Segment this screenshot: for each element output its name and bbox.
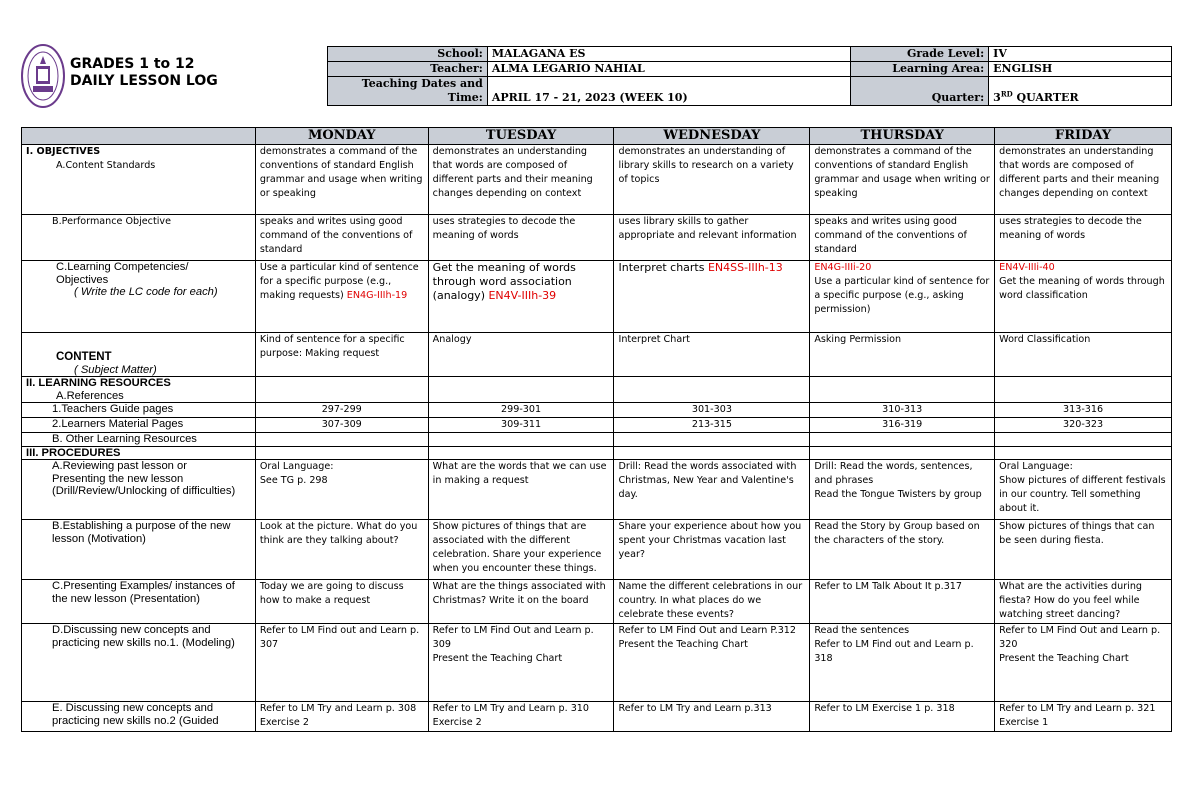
competency-text: Interpret charts — [618, 261, 708, 274]
lm-pages-friday: 320-323 — [995, 418, 1172, 433]
empty-cell — [995, 433, 1172, 447]
procedure-text: Refer to LM Try and Learn p. 310 — [432, 703, 590, 714]
procedure-c-monday: Today we are going to discuss how to make a request — [255, 580, 428, 624]
quarter-number: 3 — [993, 91, 1001, 104]
content-wednesday: Interpret Chart — [614, 333, 810, 377]
procedure-a-row — [22, 460, 1172, 520]
lesson-log-table — [21, 127, 1172, 732]
content-standards-thursday: demonstrates a command of the conventions of standard English grammar and usage when writing or speaking — [810, 145, 995, 215]
procedure-a-tuesday: What are the words that we can use in making a request — [428, 460, 614, 520]
competency-text: Get the meaning of words through word classification — [999, 276, 1165, 301]
competency-text: Get the meaning of words through word association (analogy) — [432, 261, 576, 302]
procedures-heading: III. PROCEDURES — [22, 446, 256, 460]
procedure-c-wednesday: Name the different celebrations in our country. In what places do we celebrate these events? — [614, 580, 810, 624]
teaching-dates-label — [328, 77, 488, 106]
competencies-thursday — [810, 261, 995, 333]
procedure-d-friday — [995, 624, 1172, 702]
performance-row — [22, 215, 1172, 261]
day-header-friday: FRIDAY — [995, 128, 1172, 145]
procedure-text: Present the Teaching Chart — [618, 639, 748, 650]
procedure-b-tuesday: Show pictures of things that are associated with the different celebration. Share your experience when you encounter these things. — [428, 520, 614, 580]
procedure-e-friday — [995, 702, 1172, 732]
lm-pages-label: 2.Learners Material Pages — [22, 418, 256, 433]
procedure-text: Exercise 2 — [259, 717, 309, 728]
procedure-e-label-line1: E. Discussing new concepts and — [52, 702, 214, 714]
procedure-a-label-line3: (Drill/Review/Unlocking of difficulties) — [52, 485, 236, 497]
other-resources-row — [22, 433, 1172, 447]
competencies-monday — [255, 261, 428, 333]
procedure-e-tuesday — [428, 702, 614, 732]
procedure-d-row — [22, 624, 1172, 702]
empty-cell — [428, 446, 614, 460]
header-info-table — [327, 46, 1172, 106]
lm-pages-monday: 307-309 — [255, 418, 428, 433]
tg-pages-tuesday: 299-301 — [428, 403, 614, 418]
learning-area-label: Learning Area: — [851, 62, 989, 77]
empty-cell — [614, 377, 810, 403]
procedure-a-label-line2: Presenting the new lesson — [52, 472, 184, 485]
procedure-text: Present the Teaching Chart — [432, 653, 563, 664]
procedure-c-row — [22, 580, 1172, 624]
competencies-wednesday — [614, 261, 810, 333]
empty-cell — [428, 377, 614, 403]
procedure-text: Oral Language: — [999, 461, 1073, 472]
day-header-monday: MONDAY — [255, 128, 428, 145]
deped-seal-logo — [21, 44, 65, 108]
procedure-c-thursday: Refer to LM Talk About It p.317 — [810, 580, 995, 624]
days-header-row — [22, 128, 1172, 145]
procedure-d-tuesday — [428, 624, 614, 702]
performance-friday: uses strategies to decode the meaning of words — [995, 215, 1172, 261]
procedure-text: Refer to LM Find out and Learn p. 318 — [814, 639, 974, 664]
competencies-label-line1: C.Learning Competencies/ — [56, 261, 189, 273]
empty-cell — [255, 433, 428, 447]
learning-area-value: ENGLISH — [989, 62, 1172, 77]
procedure-d-label-line2: practicing new skills no.1. (Modeling) — [52, 636, 235, 649]
form-title-line1: GRADES 1 to 12 — [70, 56, 195, 72]
competency-code: EN4G-IIIi-20 — [814, 262, 872, 273]
procedure-d-label-line1: D.Discussing new concepts and — [52, 624, 211, 636]
quarter-text: QUARTER — [1012, 91, 1079, 104]
procedure-text: Refer to LM Find Out and Learn p. 320 — [999, 625, 1161, 650]
day-header-thursday: THURSDAY — [810, 128, 995, 145]
objectives-heading: I. OBJECTIVES — [26, 146, 101, 157]
tg-pages-wednesday: 301-303 — [614, 403, 810, 418]
content-standards-monday: demonstrates a command of the conventions of standard English grammar and usage when writing or speaking — [255, 145, 428, 215]
content-standards-label: A.Content Standards — [56, 160, 156, 171]
procedure-text: Refer to LM Find Out and Learn p. 309 — [432, 625, 594, 650]
procedure-text: See TG p. 298 — [259, 475, 328, 486]
procedure-text: Exercise 1 — [999, 717, 1049, 728]
day-header-wednesday: WEDNESDAY — [614, 128, 810, 145]
content-standards-friday: demonstrates an understanding that words are composed of different parts and their meaning changes depending on context — [995, 145, 1172, 215]
competencies-label-line2: Objectives — [56, 273, 109, 286]
procedure-b-label-line1: B.Establishing a purpose of the new — [52, 520, 231, 532]
procedure-d-monday: Refer to LM Find out and Learn p. 307 — [255, 624, 428, 702]
empty-cell — [810, 446, 995, 460]
procedure-a-friday — [995, 460, 1172, 520]
empty-cell — [995, 446, 1172, 460]
procedure-c-label-line1: C.Presenting Examples/ instances of — [52, 580, 235, 592]
procedure-b-label-line2: lesson (Motivation) — [52, 532, 146, 545]
procedure-e-label — [22, 702, 256, 732]
procedure-c-tuesday: What are the things associated with Christmas? Write it on the board — [428, 580, 614, 624]
procedure-a-wednesday: Drill: Read the words associated with Christmas, New Year and Valentine's day. — [614, 460, 810, 520]
resources-heading-row — [22, 377, 1172, 403]
procedure-text: Present the Teaching Chart — [999, 653, 1129, 664]
procedure-b-row — [22, 520, 1172, 580]
content-label: CONTENT — [56, 351, 112, 363]
procedure-e-label-line2: practicing new skills no.2 (Guided — [52, 714, 219, 727]
empty-cell — [810, 377, 995, 403]
tg-pages-label: 1.Teachers Guide pages — [22, 403, 256, 418]
empty-cell — [995, 377, 1172, 403]
teacher-value: ALMA LEGARIO NAHIAL — [487, 62, 850, 77]
performance-thursday: speaks and writes using good command of the conventions of standard — [810, 215, 995, 261]
performance-label: B.Performance Objective — [22, 215, 256, 261]
procedure-text: Exercise 2 — [432, 717, 482, 728]
content-standards-tuesday: demonstrates an understanding that words are composed of different parts and their meaning changes depending on context — [428, 145, 614, 215]
competency-code: EN4SS-IIIh-13 — [707, 261, 783, 274]
day-header-tuesday: TUESDAY — [428, 128, 614, 145]
content-standards-wednesday: demonstrates an understanding of library skills to research on a variety of topics — [614, 145, 810, 215]
content-thursday: Asking Permission — [810, 333, 995, 377]
procedure-text: Show pictures of different festivals in our country. Tell something about it. — [999, 475, 1166, 514]
grade-level-label: Grade Level: — [851, 47, 989, 62]
resources-heading-text: II. LEARNING RESOURCES — [26, 377, 171, 389]
procedure-text: Refer to LM Try and Learn p. 308 — [259, 703, 417, 714]
procedure-text: Refer to LM Try and Learn p. 321 — [999, 703, 1156, 714]
competency-text: Use a particular kind of sentence for a specific purpose (e.g., asking permission) — [814, 276, 990, 315]
corner-header — [22, 128, 256, 145]
procedure-a-thursday — [810, 460, 995, 520]
other-resources-label: B. Other Learning Resources — [22, 433, 256, 447]
empty-cell — [428, 433, 614, 447]
procedure-a-monday — [255, 460, 428, 520]
procedure-text: Read the sentences — [814, 625, 910, 636]
procedure-b-friday: Show pictures of things that can be seen during fiesta. — [995, 520, 1172, 580]
lm-pages-wednesday: 213-315 — [614, 418, 810, 433]
content-row — [22, 333, 1172, 377]
procedure-e-wednesday: Refer to LM Try and Learn p.313 — [614, 702, 810, 732]
resources-heading — [22, 377, 256, 403]
teaching-dates-label-line2: Time: — [447, 91, 483, 104]
procedure-text: Refer to LM Find Out and Learn P.312 — [618, 625, 797, 636]
teaching-dates-value: APRIL 17 - 21, 2023 (WEEK 10) — [487, 77, 850, 106]
references-label: A.References — [56, 389, 124, 402]
performance-wednesday: uses library skills to gather appropriate and relevant information — [614, 215, 810, 261]
quarter-label: Quarter: — [851, 77, 989, 106]
tg-pages-thursday: 310-313 — [810, 403, 995, 418]
procedure-text: Oral Language: — [259, 461, 334, 472]
competencies-label-cell — [22, 261, 256, 333]
competency-code: EN4V-IIIh-39 — [488, 289, 557, 302]
school-value: MALAGANA ES — [487, 47, 850, 62]
procedures-heading-row — [22, 446, 1172, 460]
teacher-label: Teacher: — [328, 62, 488, 77]
quarter-suffix: RD — [1000, 89, 1013, 99]
tg-pages-row — [22, 403, 1172, 418]
procedure-a-label-line1: A.Reviewing past lesson or — [52, 460, 187, 472]
empty-cell — [255, 446, 428, 460]
grade-level-value: IV — [989, 47, 1172, 62]
procedure-a-label — [22, 460, 256, 520]
lm-pages-tuesday: 309-311 — [428, 418, 614, 433]
content-tuesday: Analogy — [428, 333, 614, 377]
content-friday: Word Classification — [995, 333, 1172, 377]
procedure-b-monday: Look at the picture. What do you think are they talking about? — [255, 520, 428, 580]
procedure-e-row — [22, 702, 1172, 732]
procedure-d-label — [22, 624, 256, 702]
procedure-text: Drill: Read the words, sentences, and phrases — [814, 461, 973, 486]
competencies-tuesday — [428, 261, 614, 333]
competency-text: Use a particular kind of sentence for a specific purpose (e.g., making requests) — [259, 262, 419, 301]
competencies-friday — [995, 261, 1172, 333]
content-sub-label: ( Subject Matter) — [74, 363, 157, 376]
procedure-b-label — [22, 520, 256, 580]
empty-cell — [255, 377, 428, 403]
tg-pages-monday: 297-299 — [255, 403, 428, 418]
procedure-d-thursday — [810, 624, 995, 702]
competencies-label-line3: ( Write the LC code for each) — [74, 286, 218, 298]
content-standards-row — [22, 145, 1172, 215]
procedure-c-friday: What are the activities during fiesta? How do you feel while watching street dancing? — [995, 580, 1172, 624]
objectives-label-cell — [22, 145, 256, 215]
content-label-cell — [22, 333, 256, 377]
empty-cell — [614, 433, 810, 447]
procedure-c-label-line2: the new lesson (Presentation) — [52, 592, 201, 605]
school-label: School: — [328, 47, 488, 62]
empty-cell — [614, 446, 810, 460]
competencies-row — [22, 261, 1172, 333]
procedure-e-thursday: Refer to LM Exercise 1 p. 318 — [810, 702, 995, 732]
procedure-b-thursday: Read the Story by Group based on the characters of the story. — [810, 520, 995, 580]
tg-pages-friday: 313-316 — [995, 403, 1172, 418]
lm-pages-row — [22, 418, 1172, 433]
form-title — [70, 56, 218, 90]
procedure-d-wednesday — [614, 624, 810, 702]
form-title-line2: DAILY LESSON LOG — [70, 73, 218, 89]
performance-monday: speaks and writes using good command of the conventions of standard — [255, 215, 428, 261]
competency-code: EN4G-IIIh-19 — [346, 290, 408, 301]
teaching-dates-label-line1: Teaching Dates and — [361, 77, 483, 90]
quarter-value — [989, 77, 1172, 106]
competency-code: EN4V-IIIi-40 — [999, 262, 1055, 273]
content-monday: Kind of sentence for a specific purpose: Making request — [255, 333, 428, 377]
procedure-c-label — [22, 580, 256, 624]
procedure-text: Read the Tongue Twisters by group — [814, 489, 982, 500]
lm-pages-thursday: 316-319 — [810, 418, 995, 433]
procedure-e-monday — [255, 702, 428, 732]
performance-tuesday: uses strategies to decode the meaning of words — [428, 215, 614, 261]
empty-cell — [810, 433, 995, 447]
procedure-b-wednesday: Share your experience about how you spent your Christmas vacation last year? — [614, 520, 810, 580]
